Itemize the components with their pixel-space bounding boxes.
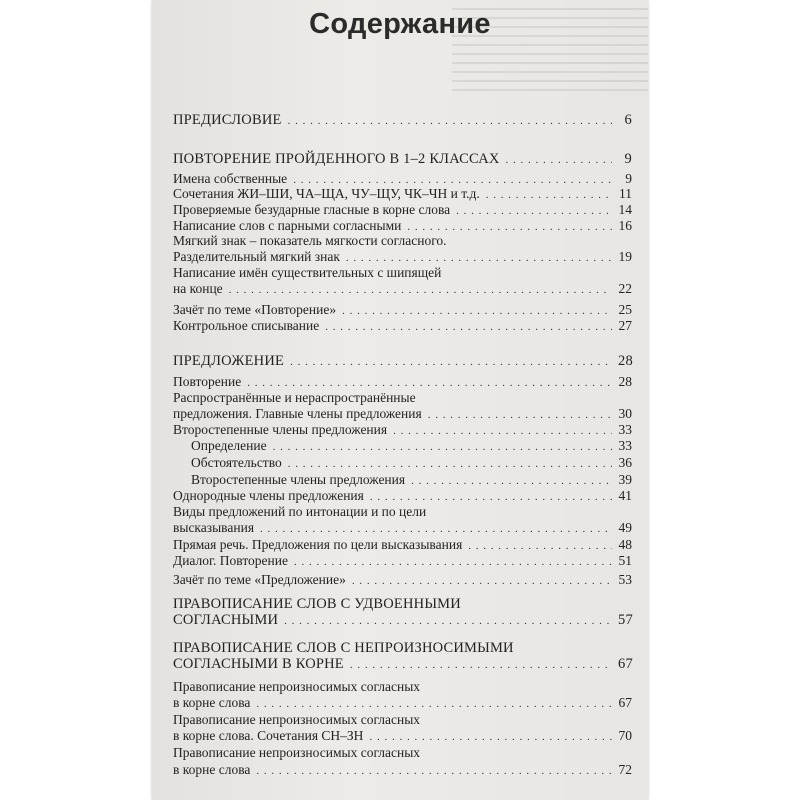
toc-entry-label: Правописание непроизносимых согласных [173,712,421,727]
dot-leader [342,304,612,319]
toc-entry-label: ПРАВОПИСАНИЕ СЛОВ С НЕПРОИЗНОСИМЫМИ [173,640,514,656]
toc-entry-label: ПРЕДЛОЖЕНИЕ [173,353,285,369]
toc-page-number: 72 [618,762,632,777]
toc-entry [173,302,632,319]
toc-entry-label: ПОВТОРЕНИЕ ПРОЙДЕННОГО В 1–2 КЛАССАХ [173,151,500,167]
dot-leader [288,114,612,129]
toc-entry [173,613,632,629]
toc-page-number: 28 [618,374,632,389]
toc-entry [173,641,632,656]
toc-entry [173,422,632,439]
dot-leader [350,658,612,673]
dot-leader [456,204,612,219]
toc-page-number: 28 [618,353,633,369]
dot-leader [284,614,612,629]
toc-entry [173,537,632,554]
toc-entry [173,745,632,760]
toc-entry-label: Разделительный мягкий знак [173,249,340,264]
toc-entry [173,553,632,570]
dot-leader [346,251,612,266]
toc-page-number: 41 [618,488,632,503]
toc-page-number: 33 [618,438,632,453]
toc-entry [173,390,632,405]
toc-page-number: 9 [624,151,632,167]
toc-entry [173,520,632,537]
toc-entry-label: СОГЛАСНЫМИ [173,612,279,628]
toc-entry [173,728,632,745]
toc-entry-label: Контрольное списывание [173,318,320,333]
toc-entry-label: на конце [173,281,223,296]
toc-entry-label: Определение [191,438,267,453]
toc-entry-label: в корне слова [173,762,251,777]
dot-leader [290,355,612,370]
dot-leader [393,424,612,439]
toc-entry [173,318,632,335]
toc-entry [173,472,632,489]
toc-page-number: 9 [625,171,632,186]
toc-page-number: 19 [618,249,632,264]
toc-entry [173,488,632,505]
dot-leader [411,474,612,489]
toc-entry [173,712,632,727]
dot-leader [428,408,612,423]
toc-page-number: 39 [618,472,632,487]
toc-entry-label: Второстепенные члены предложения [191,472,406,487]
dot-leader [325,320,612,335]
toc-entry-label: СОГЛАСНЫМИ В КОРНЕ [173,656,344,672]
dot-leader [468,539,612,554]
toc-entry [173,657,632,673]
toc-entry [173,455,632,472]
toc-entry [173,504,632,519]
toc-entry-label: высказывания [173,520,255,535]
toc-entry [173,597,632,612]
toc-entry-label: предложения. Главные члены предложения [173,406,422,421]
toc-entry [173,374,632,391]
toc-entry [173,762,632,779]
dot-leader [506,153,612,168]
toc-entry-label: Мягкий знак – показатель мягкости согласного. [173,233,447,248]
toc-entry-label: в корне слова. Сочетания СН–ЗН [173,728,364,743]
dot-leader [247,376,612,391]
toc-entry [173,354,632,370]
toc-entry-label: Виды предложений по интонации и по цели [173,504,427,519]
toc-page-number: 11 [619,186,632,201]
toc-page-number: 27 [618,318,632,333]
toc-entry-label: Зачёт по теме «Предложение» [173,572,346,587]
dot-leader [256,764,612,779]
toc-page-number: 48 [618,537,632,552]
dot-leader [352,574,612,589]
page-title: Содержание [309,8,491,40]
toc-entry-label: Второстепенные члены предложения [173,422,388,437]
toc-page-number: 33 [618,422,632,437]
dot-leader [370,490,612,505]
toc-entry [173,113,632,129]
dot-leader [288,457,612,472]
toc-entry-label: Сочетания ЖИ–ШИ, ЧА–ЩА, ЧУ–ЩУ, ЧК–ЧН и т.д. [173,186,480,201]
dot-leader [260,522,612,537]
toc-entry [173,152,632,168]
toc-page-number: 67 [618,695,632,710]
toc-page-number: 14 [618,202,632,217]
toc-entry-label: ПРЕДИСЛОВИЕ [173,112,282,128]
toc-entry-label: Правописание непроизносимых согласных [173,745,421,760]
toc-entry-label: Правописание непроизносимых согласных [173,679,421,694]
dot-leader [229,283,612,298]
toc-entry [173,249,632,266]
toc-entry-label: Зачёт по теме «Повторение» [173,302,337,317]
toc-entry-label: Прямая речь. Предложения по цели высказывания [173,537,463,552]
toc-entry-label: Распространённые и нераспространённые [173,390,416,405]
toc-page-number: 6 [624,112,632,128]
toc-entry-label: в корне слова [173,695,251,710]
toc-page-number: 16 [618,218,632,233]
toc-entry [173,679,632,694]
toc-entry-label: Диалог. Повторение [173,553,288,568]
toc-page-number: 22 [618,281,632,296]
toc-entry-label: Написание имён существительных с шипящей [173,265,442,280]
toc-entry [173,265,632,280]
toc-entry [173,233,632,248]
toc-entry-label: Повторение [173,374,242,389]
toc-page-number: 53 [618,572,632,587]
toc-entry [173,695,632,712]
toc-entry-label: Обстоятельство [191,455,282,470]
toc-entry [173,202,632,219]
toc-entry [173,281,632,298]
toc-entry [173,572,632,589]
toc-page-number: 70 [618,728,632,743]
toc-entry [173,406,632,423]
toc-entry-label: Имена собственные [173,171,288,186]
dot-leader [294,555,612,570]
toc-page-number: 49 [618,520,632,535]
toc-entry-label: Проверяемые безударные гласные в корне слова [173,202,451,217]
toc-entry-label: Написание слов с парными согласными [173,218,402,233]
dot-leader [256,697,612,712]
toc-page-number: 57 [618,612,633,628]
toc-entry [173,186,632,203]
toc-entry-label: Однородные члены предложения [173,488,364,503]
dot-leader [369,730,612,745]
toc-page-number: 30 [618,406,632,421]
toc-entry [173,438,632,455]
dot-leader [273,440,612,455]
toc-page-number: 25 [618,302,632,317]
toc-page-number: 67 [618,656,633,672]
book-page [152,0,648,800]
toc-entry-label: ПРАВОПИСАНИЕ СЛОВ С УДВОЕННЫМИ [173,596,461,612]
dot-leader [486,188,612,203]
toc-page-number: 36 [618,455,632,470]
toc-page-number: 51 [618,553,632,568]
